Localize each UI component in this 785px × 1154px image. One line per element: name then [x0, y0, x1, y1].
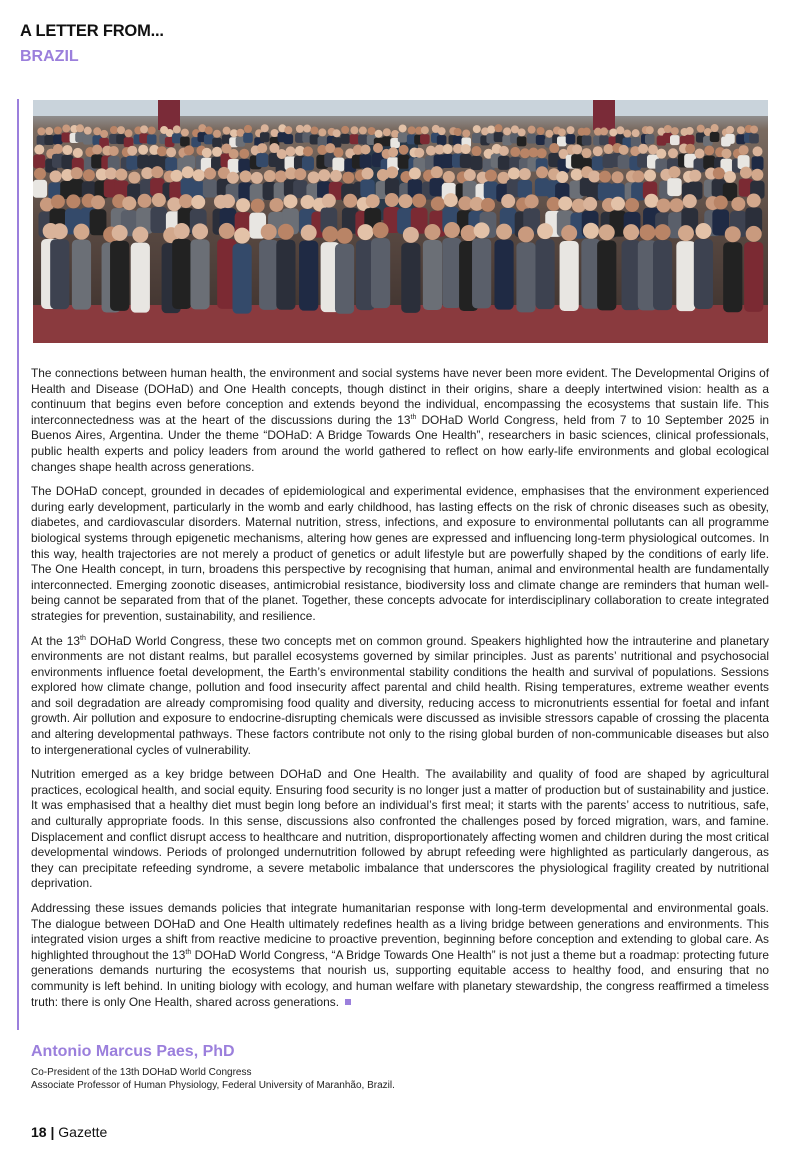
publication-name: Gazette: [58, 1124, 108, 1140]
paragraph-5: Addressing these issues demands policies that integrate humanitarian response with long-term developmental and environmental goals. The dialogue between DOHaD and One Health ultimately redefines health as a living bridge between generations and environments. This integrated vision urges a shift from reactive medicine to proactive prevention, beginning before conception and extending to global care. As highlighted throughout the 13th DOHaD World Congress, “A Bridge Towards One Health” is not just a theme but a roadmap: protecting future generations demands nurturing the ecosystems that nourish us, supporting equitable access to healthy food, and ensuring that no community is left behind. In uniting biology with ecology, and human welfare with planetary stewardship, the congress reaffirmed a timeless truth: there is only One Health, shared across generations.: [31, 901, 770, 1009]
author-roles: [31, 1066, 395, 1092]
author-role-1: Co-President of the 13th DOHaD World Congress: [31, 1067, 252, 1078]
paragraph-1: The connections between human health, the environment and social systems have never been more evident. The Developmental Origins of Health and Disease (DOHaD) and One Health concepts, though distinct in their origins, share a deeply intertwined vision: health as a continuum that begins even before conception and extends beyond the individual, encompassing the ecosystems that sustain life. This interconnectedness was at the heart of the discussions during the 13th DOHaD World Congress, held from 7 to 10 September 2025 in Buenos Aires, Argentina. Under the theme “DOHaD: A Bridge Towards One Health”, researchers in basic sciences, clinical professionals, public health experts and policy leaders from around the world gathered to reflect on how early-life environments and global ecological changes shape health across generations.: [31, 366, 769, 474]
author-role-2: Associate Professor of Human Physiology, Federal University of Maranhão, Brazil.: [31, 1080, 395, 1091]
page-kicker: A LETTER FROM...: [20, 22, 164, 40]
author-name: Antonio Marcus Paes, PhD: [31, 1043, 235, 1060]
paragraph-3: At the 13th DOHaD World Congress, these two concepts met on common ground. Speakers highlighted how the intrauterine and planetary environments are not distant realms, but parallel ecosystems governed by similar principles. Just as parents’ nutritional and psychosocial environments influence foetal development, the Earth’s environmental stability conditions the health and survival of populations. Sessions explored how climate change, pollution and food insecurity affect parental and child health. Rising temperatures, extreme weather events and soil degradation are already compromising food quality and diversity, reducing access to micronutrients essential for foetal and infant growth. Air pollution and exposure to endocrine-disrupting chemicals were discussed as invisible stressors capable of crossing the placenta and altering developmental pathways. These factors contribute not only to the rising global burden of non-communicable diseases but also to intergenerational cycles of vulnerability.: [31, 633, 769, 757]
accent-bar: [17, 99, 19, 1030]
paragraph-2: The DOHaD concept, grounded in decades of epidemiological and experimental evidence, emphasises that the environment experienced during early development, particularly in the womb and early childhood, has lasting effects on the risk of chronic diseases such as obesity, diabetes, and cardiovascular disorders. Maternal nutrition, stress, infections, and exposure to environmental pollutants can all programme biological systems through epigenetic mechanisms, altering how genes are expressed and influencing long-term physiological outcomes. In this way, health trajectories are not merely a product of genetics or adult lifestyle but are powerfully shaped by the conditions of early life. The One Health concept, in turn, broadens this perspective by recognising that human, animal and environmental health are fundamentally interconnected. Emerging zoonotic diseases, antimicrobial resistance, biodiversity loss and climate change are reminders that human well-being cannot be separated from that of the planet. Together, these concepts advocate for interdisciplinary collaboration to create integrated strategies for prevention, sustainability, and resilience.: [31, 484, 769, 623]
footer-separator: |: [50, 1124, 55, 1140]
end-mark-icon: [345, 999, 351, 1005]
page-number: 18: [31, 1124, 47, 1140]
article-body: [31, 366, 769, 1019]
paragraph-4: Nutrition emerged as a key bridge between DOHaD and One Health. The availability and quality of food are shaped by agricultural practices, ecological health, and social equity. Ensuring food security is no longer just a matter of production but of sustainability and justice. It was emphasised that a healthy diet must begin long before an individual’s first meal; it starts with the parents’ access to nutritious, safe, and culturally appropriate foods. In this sense, discussions also confronted the challenges posed by forced migration, wars, and famine. Displacement and conflict disrupt access to healthcare and nutrition, disproportionately affecting women and children during the most critical developmental windows. Periods of prolonged undernutrition followed by abrupt refeeding were highlighted as particularly dangerous, as they can precipitate refeeding syndrome, a severe metabolic imbalance that underscores the physiological fragility created by nutritional deprivation.: [31, 767, 769, 891]
group-photo-icon: [33, 100, 768, 343]
country-title: BRAZIL: [20, 48, 79, 65]
page-footer: [31, 1124, 107, 1140]
